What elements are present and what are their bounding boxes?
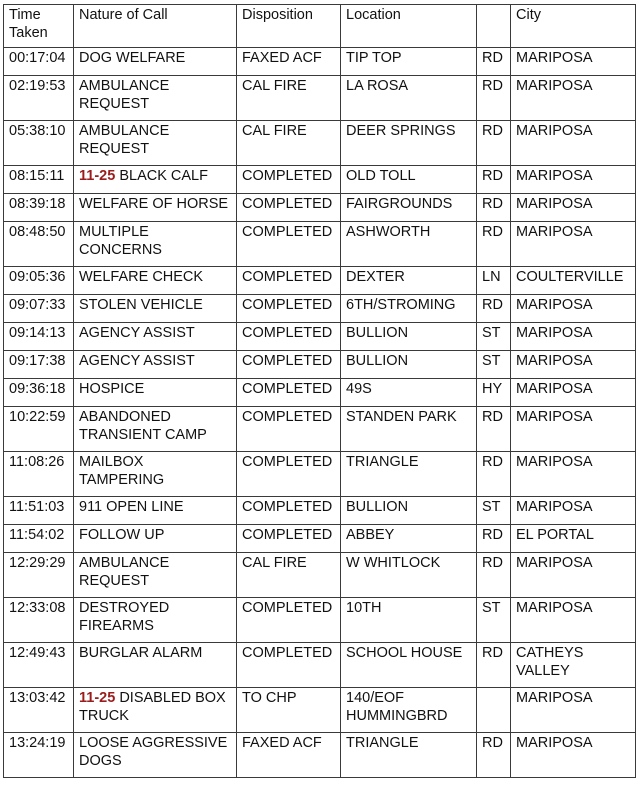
cell-nature-of-call — [74, 407, 237, 452]
cell-time: 05:38:10 — [4, 121, 74, 166]
call-nature-text: WELFARE CHECK — [79, 269, 204, 285]
cell-disposition: FAXED ACF — [237, 48, 341, 76]
cell-location: DEER SPRINGS — [341, 121, 477, 166]
call-nature-text: AGENCY ASSIST — [79, 353, 195, 369]
cell-time: 08:48:50 — [4, 222, 74, 267]
cell-location: W WHITLOCK — [341, 553, 477, 598]
cell-location: 10TH — [341, 598, 477, 643]
table-row — [4, 553, 636, 598]
cell-time: 10:22:59 — [4, 407, 74, 452]
call-log-table — [3, 4, 636, 778]
table-row — [4, 323, 636, 351]
cell-street-suffix: ST — [477, 497, 511, 525]
cell-disposition: COMPLETED — [237, 267, 341, 295]
cell-location: BULLION — [341, 497, 477, 525]
table-row — [4, 525, 636, 553]
cell-disposition: COMPLETED — [237, 194, 341, 222]
cell-disposition: FAXED ACF — [237, 733, 341, 778]
cell-location: TIP TOP — [341, 48, 477, 76]
call-nature-text: DOG WELFARE — [79, 50, 186, 66]
cell-street-suffix: RD — [477, 553, 511, 598]
cell-time: 11:51:03 — [4, 497, 74, 525]
cell-city: MARIPOSA — [511, 407, 636, 452]
cell-location: LA ROSA — [341, 76, 477, 121]
header-city: City — [511, 5, 636, 48]
header-time-taken: Time Taken — [4, 5, 74, 48]
table-row — [4, 407, 636, 452]
cell-nature-of-call — [74, 222, 237, 267]
table-row — [4, 497, 636, 525]
cell-disposition: COMPLETED — [237, 166, 341, 194]
cell-nature-of-call — [74, 194, 237, 222]
cell-nature-of-call — [74, 121, 237, 166]
cell-nature-of-call — [74, 323, 237, 351]
call-nature-text: WELFARE OF HORSE — [79, 196, 229, 212]
cell-city: MARIPOSA — [511, 733, 636, 778]
cell-time: 02:19:53 — [4, 76, 74, 121]
cell-time: 11:08:26 — [4, 452, 74, 497]
cell-time: 12:33:08 — [4, 598, 74, 643]
call-nature-text: DESTROYED FIREARMS — [79, 600, 170, 634]
cell-location: 49S — [341, 379, 477, 407]
table-row — [4, 688, 636, 733]
table-row — [4, 267, 636, 295]
table-row — [4, 48, 636, 76]
cell-disposition: TO CHP — [237, 688, 341, 733]
cell-street-suffix: RD — [477, 643, 511, 688]
cell-city: CATHEYS VALLEY — [511, 643, 636, 688]
call-nature-text: AMBULANCE REQUEST — [79, 555, 170, 589]
cell-nature-of-call — [74, 688, 237, 733]
header-street-suffix — [477, 5, 511, 48]
cell-street-suffix: RD — [477, 48, 511, 76]
cell-nature-of-call — [74, 76, 237, 121]
table-row — [4, 351, 636, 379]
cell-city: EL PORTAL — [511, 525, 636, 553]
cell-disposition: COMPLETED — [237, 497, 341, 525]
cell-street-suffix: HY — [477, 379, 511, 407]
cell-city: MARIPOSA — [511, 688, 636, 733]
call-nature-text: ABANDONED TRANSIENT CAMP — [79, 409, 207, 443]
cell-location: OLD TOLL — [341, 166, 477, 194]
cell-nature-of-call — [74, 452, 237, 497]
cell-time: 09:05:36 — [4, 267, 74, 295]
cell-nature-of-call — [74, 643, 237, 688]
call-nature-text: MAILBOX TAMPERING — [79, 454, 165, 488]
call-code: 11-25 — [79, 168, 116, 184]
cell-time: 13:24:19 — [4, 733, 74, 778]
cell-city: MARIPOSA — [511, 295, 636, 323]
cell-disposition: COMPLETED — [237, 379, 341, 407]
cell-city: MARIPOSA — [511, 222, 636, 267]
table-row — [4, 295, 636, 323]
table-header — [4, 5, 636, 48]
call-code: 11-25 — [79, 690, 116, 706]
cell-disposition: CAL FIRE — [237, 121, 341, 166]
cell-street-suffix: RD — [477, 76, 511, 121]
cell-location: STANDEN PARK — [341, 407, 477, 452]
cell-disposition: COMPLETED — [237, 643, 341, 688]
cell-location: 6TH/STROMING — [341, 295, 477, 323]
cell-city: MARIPOSA — [511, 121, 636, 166]
cell-time: 00:17:04 — [4, 48, 74, 76]
table-body — [4, 48, 636, 778]
cell-nature-of-call — [74, 48, 237, 76]
cell-location: TRIANGLE — [341, 452, 477, 497]
table-row — [4, 194, 636, 222]
header-disposition: Disposition — [237, 5, 341, 48]
cell-time: 09:14:13 — [4, 323, 74, 351]
cell-nature-of-call — [74, 166, 237, 194]
cell-street-suffix — [477, 688, 511, 733]
call-nature-text: AGENCY ASSIST — [79, 325, 195, 341]
call-nature-text: MULTIPLE CONCERNS — [79, 224, 162, 258]
cell-disposition: COMPLETED — [237, 323, 341, 351]
cell-street-suffix: RD — [477, 295, 511, 323]
header-nature-of-call: Nature of Call — [74, 5, 237, 48]
call-nature-text: AMBULANCE REQUEST — [79, 123, 170, 157]
cell-disposition: COMPLETED — [237, 222, 341, 267]
cell-location: BULLION — [341, 323, 477, 351]
call-nature-text: STOLEN VEHICLE — [79, 297, 203, 313]
cell-time: 09:36:18 — [4, 379, 74, 407]
cell-location: FAIRGROUNDS — [341, 194, 477, 222]
cell-nature-of-call — [74, 598, 237, 643]
cell-city: MARIPOSA — [511, 553, 636, 598]
call-nature-text: AMBULANCE REQUEST — [79, 78, 170, 112]
cell-disposition: COMPLETED — [237, 295, 341, 323]
cell-time: 08:15:11 — [4, 166, 74, 194]
cell-nature-of-call — [74, 379, 237, 407]
cell-city: MARIPOSA — [511, 452, 636, 497]
cell-time: 13:03:42 — [4, 688, 74, 733]
table-row — [4, 222, 636, 267]
table-row — [4, 379, 636, 407]
cell-disposition: COMPLETED — [237, 598, 341, 643]
cell-location: ASHWORTH — [341, 222, 477, 267]
table-row — [4, 733, 636, 778]
cell-location: BULLION — [341, 351, 477, 379]
cell-city: MARIPOSA — [511, 166, 636, 194]
cell-nature-of-call — [74, 525, 237, 553]
cell-city: MARIPOSA — [511, 351, 636, 379]
header-row — [4, 5, 636, 48]
cell-city: MARIPOSA — [511, 379, 636, 407]
cell-disposition: CAL FIRE — [237, 76, 341, 121]
cell-street-suffix: RD — [477, 194, 511, 222]
table-row — [4, 76, 636, 121]
cell-disposition: COMPLETED — [237, 452, 341, 497]
table-row — [4, 452, 636, 497]
table-row — [4, 598, 636, 643]
cell-street-suffix: RD — [477, 733, 511, 778]
cell-city: COULTERVILLE — [511, 267, 636, 295]
cell-street-suffix: LN — [477, 267, 511, 295]
call-nature-text: BURGLAR ALARM — [79, 645, 203, 661]
cell-street-suffix: RD — [477, 407, 511, 452]
cell-time: 08:39:18 — [4, 194, 74, 222]
cell-location: 140/EOF HUMMINGBRD — [341, 688, 477, 733]
cell-nature-of-call — [74, 267, 237, 295]
cell-street-suffix: RD — [477, 452, 511, 497]
cell-street-suffix: RD — [477, 525, 511, 553]
cell-street-suffix: ST — [477, 323, 511, 351]
call-nature-text: HOSPICE — [79, 381, 145, 397]
cell-city: MARIPOSA — [511, 194, 636, 222]
cell-nature-of-call — [74, 295, 237, 323]
cell-location: TRIANGLE — [341, 733, 477, 778]
cell-city: MARIPOSA — [511, 497, 636, 525]
cell-disposition: COMPLETED — [237, 351, 341, 379]
cell-time: 12:49:43 — [4, 643, 74, 688]
cell-street-suffix: ST — [477, 351, 511, 379]
call-nature-text: LOOSE AGGRESSIVE DOGS — [79, 735, 228, 769]
call-nature-text: FOLLOW UP — [79, 527, 165, 543]
cell-time: 09:17:38 — [4, 351, 74, 379]
cell-city: MARIPOSA — [511, 48, 636, 76]
cell-street-suffix: RD — [477, 222, 511, 267]
cell-street-suffix: ST — [477, 598, 511, 643]
cell-time: 12:29:29 — [4, 553, 74, 598]
cell-disposition: CAL FIRE — [237, 553, 341, 598]
cell-time: 11:54:02 — [4, 525, 74, 553]
cell-street-suffix: RD — [477, 166, 511, 194]
header-location: Location — [341, 5, 477, 48]
cell-city: MARIPOSA — [511, 76, 636, 121]
cell-disposition: COMPLETED — [237, 407, 341, 452]
cell-nature-of-call — [74, 733, 237, 778]
cell-nature-of-call — [74, 351, 237, 379]
cell-location: ABBEY — [341, 525, 477, 553]
call-nature-text: DISABLED BOX TRUCK — [79, 690, 226, 724]
call-nature-text: 911 OPEN LINE — [79, 499, 184, 515]
cell-city: MARIPOSA — [511, 598, 636, 643]
call-nature-text: BLACK CALF — [119, 168, 208, 184]
table-row — [4, 121, 636, 166]
cell-time: 09:07:33 — [4, 295, 74, 323]
cell-nature-of-call — [74, 553, 237, 598]
cell-city: MARIPOSA — [511, 323, 636, 351]
cell-street-suffix: RD — [477, 121, 511, 166]
table-row — [4, 643, 636, 688]
cell-nature-of-call — [74, 497, 237, 525]
cell-location: DEXTER — [341, 267, 477, 295]
cell-location: SCHOOL HOUSE — [341, 643, 477, 688]
cell-disposition: COMPLETED — [237, 525, 341, 553]
table-row — [4, 166, 636, 194]
